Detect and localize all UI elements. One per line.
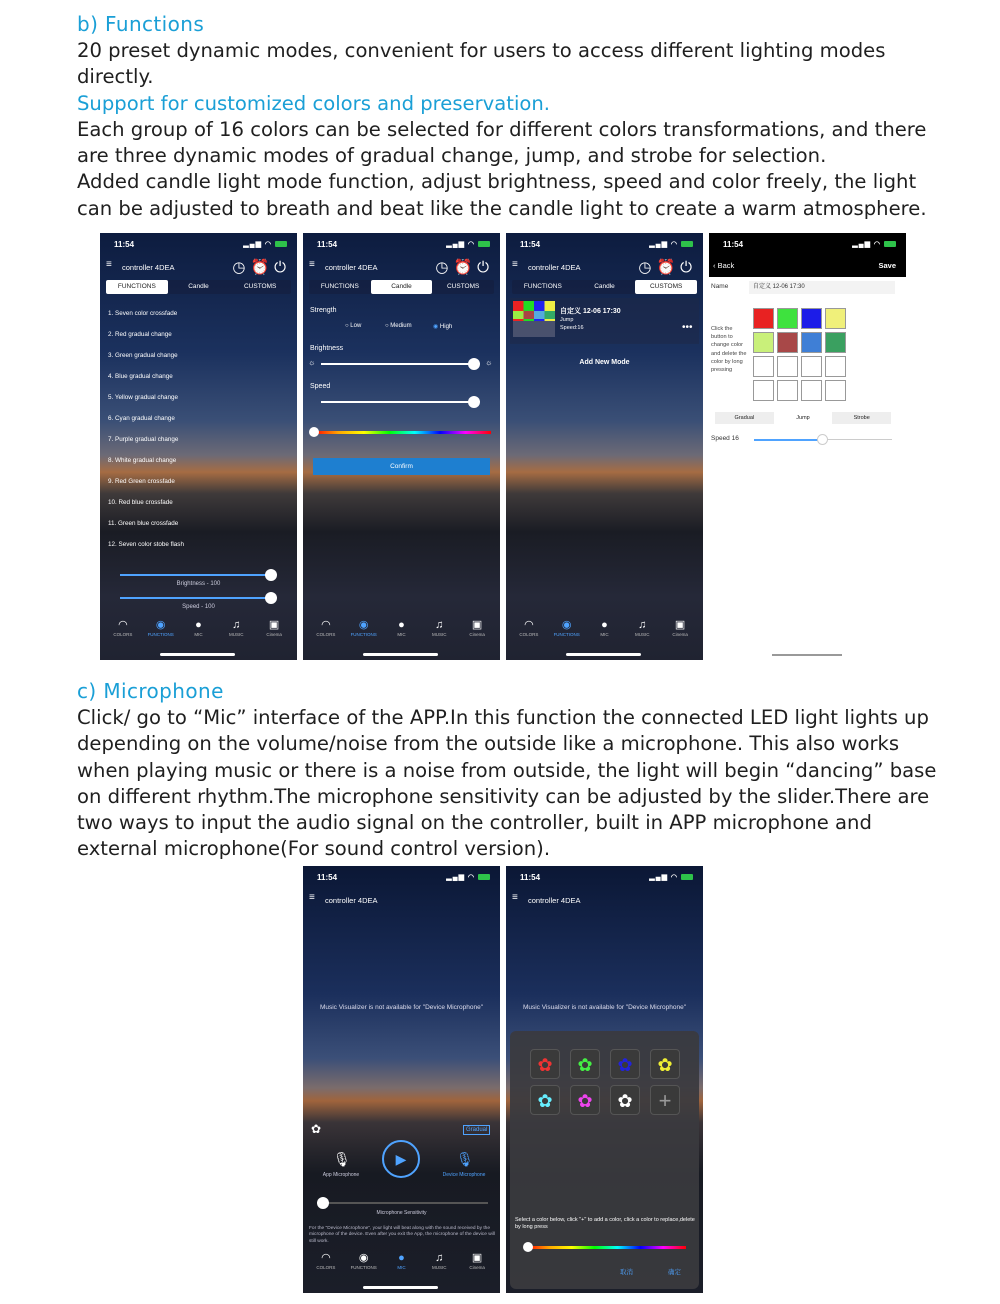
device-name: controller 4DEA [122,263,175,272]
list-item[interactable]: 11. Green blue crossfade [108,520,179,527]
transition-mode-selector [715,412,891,424]
tab-customs[interactable]: CUSTOMS [243,283,277,290]
list-item[interactable]: 7. Purple gradual change [108,436,179,443]
list-item[interactable]: 12. Seven color stobe flash [108,541,184,548]
mode-color-swatches-row3 [513,321,555,337]
nav-colors[interactable]: ◠ COLORS [307,1251,345,1277]
color-slot[interactable] [777,356,798,377]
name-input[interactable]: 自定义 12-06 17:30 [749,281,895,294]
power-icon[interactable]: ⏻ [274,259,291,276]
cinema-icon: ▣ [471,1252,483,1264]
status-time: 11:54 [520,240,541,249]
candle-color-thumb[interactable] [309,427,319,437]
color-slot[interactable] [825,332,846,353]
status-time: 11:54 [723,240,744,249]
list-item[interactable]: 2. Red gradual change [108,331,172,338]
nav-cinema[interactable]: ▣ Cinema [458,1251,496,1277]
back-button[interactable]: ‹ Back [713,261,735,270]
brightness-label: Brightness [310,345,344,352]
mic-sensitivity-thumb[interactable] [317,1197,329,1209]
text-line: Added candle light mode function, adjust brightness, speed and color freely, the light [77,170,917,194]
tab-customs[interactable]: CUSTOMS [635,280,697,294]
text-line: directly. [77,65,154,89]
list-item[interactable]: 5. Yellow gradual change [108,394,179,401]
palette-yellow-icon[interactable]: ✿ [650,1049,680,1079]
home-indicator [772,654,842,656]
palette-icon[interactable]: ✿ [311,1122,322,1136]
mode-color-swatches-row2 [513,311,555,319]
bottom-nav [307,1251,496,1277]
nav-music[interactable]: ♫ MUSIC [623,618,661,644]
list-item[interactable]: 10. Red blue crossfade [108,499,173,506]
app-microphone-icon[interactable]: 🎙 [333,1151,351,1167]
brightness-high-icon: ☼ [485,358,493,367]
functions-icon: ◉ [358,1252,369,1264]
battery-icon [884,241,896,247]
cinema-icon: ▣ [471,619,483,631]
nav-cinema[interactable]: ▣ Cinema [458,618,496,644]
phone-editor-screen [709,233,906,660]
status-time: 11:54 [317,873,338,882]
status-bar [520,240,693,252]
section-c-heading: c) Microphone [77,679,224,703]
color-slot[interactable] [801,380,822,401]
tab-functions[interactable]: FUNCTIONS [320,283,359,290]
section-c-text [77,705,957,863]
app-microphone-label: App Microphone [322,1172,360,1178]
nav-mic[interactable]: ● MIC [383,1251,421,1277]
tab-customs[interactable]: CUSTOMS [446,283,480,290]
brightness-slider[interactable] [120,574,273,576]
speed-slider[interactable] [120,597,273,599]
device-name: controller 4DEA [325,263,378,272]
brightness-slider-thumb[interactable] [265,569,277,581]
signal-icon: ▂▄▆ ◠ [649,240,693,248]
speed-slider-thumb[interactable] [265,592,277,604]
mic-icon: ● [398,1252,405,1264]
color-slot[interactable] [753,308,774,329]
alarm-icon[interactable]: ⏰ [250,259,275,276]
speed-label: Speed [310,383,331,390]
list-item[interactable]: 6. Cyan gradual change [108,415,175,422]
timer-icon[interactable]: ◷ [638,259,657,276]
custom-mode-name: 自定义 12-06 17:30 [560,308,621,315]
nav-functions[interactable]: ◉ FUNCTIONS [345,618,383,644]
gradual-mode-button[interactable]: Gradual [463,1125,490,1135]
colors-icon: ◠ [321,619,331,631]
function-list [108,303,184,555]
menu-icon[interactable]: ≡ [512,892,518,903]
signal-icon: ▂▄▆ ◠ [649,873,693,881]
mode-tabs [309,280,494,294]
text-line: depending on the volume/noise from the outside like a microphone. This also works [77,732,900,756]
color-slot[interactable] [825,380,846,401]
list-item[interactable]: 4. Blue gradual change [108,373,173,380]
signal-icon: ▂▄▆ ◠ [446,873,490,881]
nav-colors[interactable]: ◠ COLORS [510,618,548,644]
device-name: controller 4DEA [528,896,581,905]
nav-colors[interactable]: ◠ COLORS [307,618,345,644]
nav-functions[interactable]: ◉ FUNCTIONS [548,618,586,644]
functions-icon: ◉ [155,619,166,631]
battery-icon [681,241,693,247]
custom-mode-speed: Speed:16 [560,325,584,331]
tab-functions[interactable]: FUNCTIONS [523,283,562,290]
bottom-nav [104,618,293,644]
phone-functions-screen [100,233,297,660]
text-line: on different rhythm.The microphone sensitivity can be adjusted by the slider.There are [77,784,930,808]
signal-icon: ▂▄▆ ◠ [446,240,490,248]
candle-brightness-slider[interactable] [321,363,474,365]
color-slot[interactable] [777,308,798,329]
save-button[interactable]: Save [878,261,896,270]
colors-icon: ◠ [118,619,128,631]
name-label: Name [711,283,729,290]
mic-icon: ● [195,619,202,631]
color-picker-dialog [510,1031,699,1289]
select-color-hint: Select a color below, click "+" to add a color, click a color to replace,delete by long press [515,1217,695,1230]
cinema-icon: ▣ [268,619,280,631]
battery-icon [478,241,490,247]
timer-icon[interactable]: ◷ [435,259,454,276]
mode-tabs [512,280,697,294]
section-b-heading: b) Functions [77,12,205,36]
menu-icon[interactable]: ≡ [309,892,315,903]
menu-icon[interactable]: ≡ [309,259,315,270]
mic-footnote: For the "Device Microphone", your light will beat along with the sound received by the microphone of the device. Even after you exit the App, the microphone of the device will still work. [309,1226,495,1244]
power-icon[interactable]: ⏻ [477,259,494,276]
phone-customs-screen [506,233,703,660]
text-line: are three dynamic modes of gradual change, jump, and strobe for selection. [77,144,827,168]
status-bar [114,240,287,252]
more-options-icon[interactable]: ••• [682,322,693,333]
editor-speed-slider[interactable] [754,439,822,441]
color-slot[interactable] [753,332,774,353]
alarm-icon[interactable]: ⏰ [656,259,681,276]
play-button[interactable]: ▶ [382,1140,420,1178]
candle-speed-slider[interactable] [321,401,474,403]
home-indicator [363,653,438,656]
candle-brightness-thumb[interactable] [468,358,480,370]
color-hint: Click the button to change color and delete the color by long pressing [711,326,747,374]
battery-icon [478,874,490,880]
home-indicator [566,653,641,656]
nav-functions[interactable]: ◉ FUNCTIONS [142,618,180,644]
nav-music[interactable]: ♫ MUSIC [420,618,458,644]
text-line: external microphone(For sound control version). [77,837,551,861]
mic-icon: ● [601,619,608,631]
battery-icon [275,241,287,247]
text-line: when playing music or there is a noise from outside, the light will begin “dancing” base [77,758,937,782]
status-bar [520,873,693,885]
menu-icon[interactable]: ≡ [512,259,518,270]
signal-icon: ▂▄▆ ◠ [243,240,287,248]
text-line: two ways to input the audio signal on the controller, built in APP microphone and [77,811,872,835]
mic-icon: ● [398,619,405,631]
list-item[interactable]: 1. Seven color crossfade [108,310,178,317]
color-slot[interactable] [825,308,846,329]
color-slider[interactable] [526,1246,686,1249]
speed-value: Speed - 100 [182,604,215,610]
functions-icon: ◉ [561,619,572,631]
app-header [106,258,291,276]
color-slot[interactable] [753,356,774,377]
visualizer-note: Music Visualizer is not available for "Device Microphone" [319,1004,484,1011]
tab-candle[interactable]: Candle [188,283,209,290]
palette-blue-icon[interactable]: ✿ [610,1049,640,1079]
mic-sensitivity-label: Microphone Sensitivity [376,1210,427,1216]
chevron-left-icon: ‹ [713,261,716,270]
strength-option-high[interactable]: ◉ High [433,324,453,330]
menu-icon[interactable]: ≡ [106,259,112,270]
cinema-icon: ▣ [674,619,686,631]
text-line: can be adjusted to breath and beat like the candle light to create a warm atmosphere. [77,196,927,220]
list-item[interactable]: 9. Red Green crossfade [108,478,175,485]
nav-colors[interactable]: ◠ COLORS [104,618,142,644]
nav-functions[interactable]: ◉ FUNCTIONS [345,1251,383,1277]
color-slot[interactable] [801,308,822,329]
confirm-button[interactable]: Confirm [313,458,490,475]
nav-music[interactable]: ♫ MUSIC [420,1251,458,1277]
status-time: 11:54 [317,240,338,249]
timer-icon[interactable]: ◷ [232,259,251,276]
mic-sensitivity-slider[interactable] [323,1202,488,1204]
brightness-value: Brightness - 100 [176,581,221,587]
music-icon: ♫ [435,1252,444,1264]
brightness-low-icon: ☼ [308,358,316,367]
mode-tabs [106,280,291,294]
list-item[interactable]: 3. Green gradual change [108,352,178,359]
tab-candle[interactable]: Candle [371,280,433,294]
add-color-icon[interactable]: + [650,1085,680,1115]
visualizer-note: Music Visualizer is not available for "Device Microphone" [522,1004,687,1011]
palette-red-icon[interactable]: ✿ [530,1049,560,1079]
editor-speed-label: Speed 16 [711,435,739,442]
nav-cinema[interactable]: ▣ Cinema [661,618,699,644]
power-icon[interactable]: ⏻ [680,259,697,276]
app-header [512,891,697,909]
palette-green-icon[interactable]: ✿ [570,1049,600,1079]
candle-color-slider[interactable] [313,431,491,434]
strength-option-low[interactable]: ○ Low [345,323,362,329]
music-icon: ♫ [435,619,444,631]
ok-button[interactable]: 确定 [668,1269,681,1276]
status-bar [723,240,896,252]
home-indicator [160,653,235,656]
editor-speed-thumb[interactable] [817,434,828,445]
text-line: 20 preset dynamic modes, convenient for users to access different lighting modes [77,39,886,62]
home-indicator [363,1286,438,1289]
battery-icon [681,874,693,880]
music-icon: ♫ [232,619,241,631]
status-time: 11:54 [114,240,135,249]
mode-gradual[interactable]: Gradual [734,415,755,421]
nav-mic[interactable]: ● MIC [586,618,624,644]
nav-mic[interactable]: ● MIC [180,618,218,644]
color-slot[interactable] [777,380,798,401]
section-b-intro [77,38,957,222]
color-slider-thumb[interactable] [523,1242,533,1252]
nav-music[interactable]: ♫ MUSIC [217,618,255,644]
music-icon: ♫ [638,619,647,631]
strength-label: Strength [310,307,337,314]
alarm-icon[interactable]: ⏰ [453,259,478,276]
text-line: Each group of 16 colors can be selected for different colors transformations, and there [77,117,927,141]
device-name: controller 4DEA [528,263,581,272]
phone-candle-screen [303,233,500,660]
app-header [309,258,494,276]
candle-speed-thumb[interactable] [468,396,480,408]
mode-strobe[interactable]: Strobe [853,415,870,421]
palette-white-icon[interactable]: ✿ [610,1085,640,1115]
functions-icon: ◉ [358,619,369,631]
section-b-subheading: Support for customized colors and preservation. [77,91,551,115]
app-header [512,258,697,276]
device-microphone-label: Device Microphone [442,1172,486,1178]
color-slot[interactable] [825,356,846,377]
tab-functions[interactable]: FUNCTIONS [106,280,168,294]
nav-cinema[interactable]: ▣ Cinema [255,618,293,644]
list-item[interactable]: 8. White gradual change [108,457,177,464]
palette-cyan-icon[interactable]: ✿ [530,1085,560,1115]
color-slot[interactable] [753,380,774,401]
cancel-button[interactable]: 取消 [620,1269,633,1276]
palette-magenta-icon[interactable]: ✿ [570,1085,600,1115]
tab-candle[interactable]: Candle [594,283,615,290]
colors-icon: ◠ [524,619,534,631]
text-line: Click/ go to “Mic” interface of the APP.In this function the connected LED light lights up [77,706,929,729]
phone-mic-colors-screen [506,866,703,1293]
custom-mode-card[interactable] [510,298,699,344]
add-new-mode-button[interactable]: Add New Mode [579,359,630,366]
nav-mic[interactable]: ● MIC [383,618,421,644]
signal-icon: ▂▄▆ ◠ [852,240,896,248]
device-name: controller 4DEA [325,896,378,905]
status-bar [317,873,490,885]
status-bar [317,240,490,252]
color-slot[interactable] [801,332,822,353]
colors-icon: ◠ [321,1252,331,1264]
strength-option-medium[interactable]: ○ Medium [385,323,412,329]
mode-jump[interactable]: Jump [774,412,833,424]
color-slot[interactable] [801,356,822,377]
phone-mic-screen [303,866,500,1293]
editor-header [709,233,906,277]
app-header [309,891,494,909]
bottom-nav [307,618,496,644]
color-slot[interactable] [777,332,798,353]
status-time: 11:54 [520,873,541,882]
device-microphone-icon[interactable]: 🎙 [456,1151,474,1167]
custom-mode-type: Jump [560,317,574,323]
bottom-nav [510,618,699,644]
